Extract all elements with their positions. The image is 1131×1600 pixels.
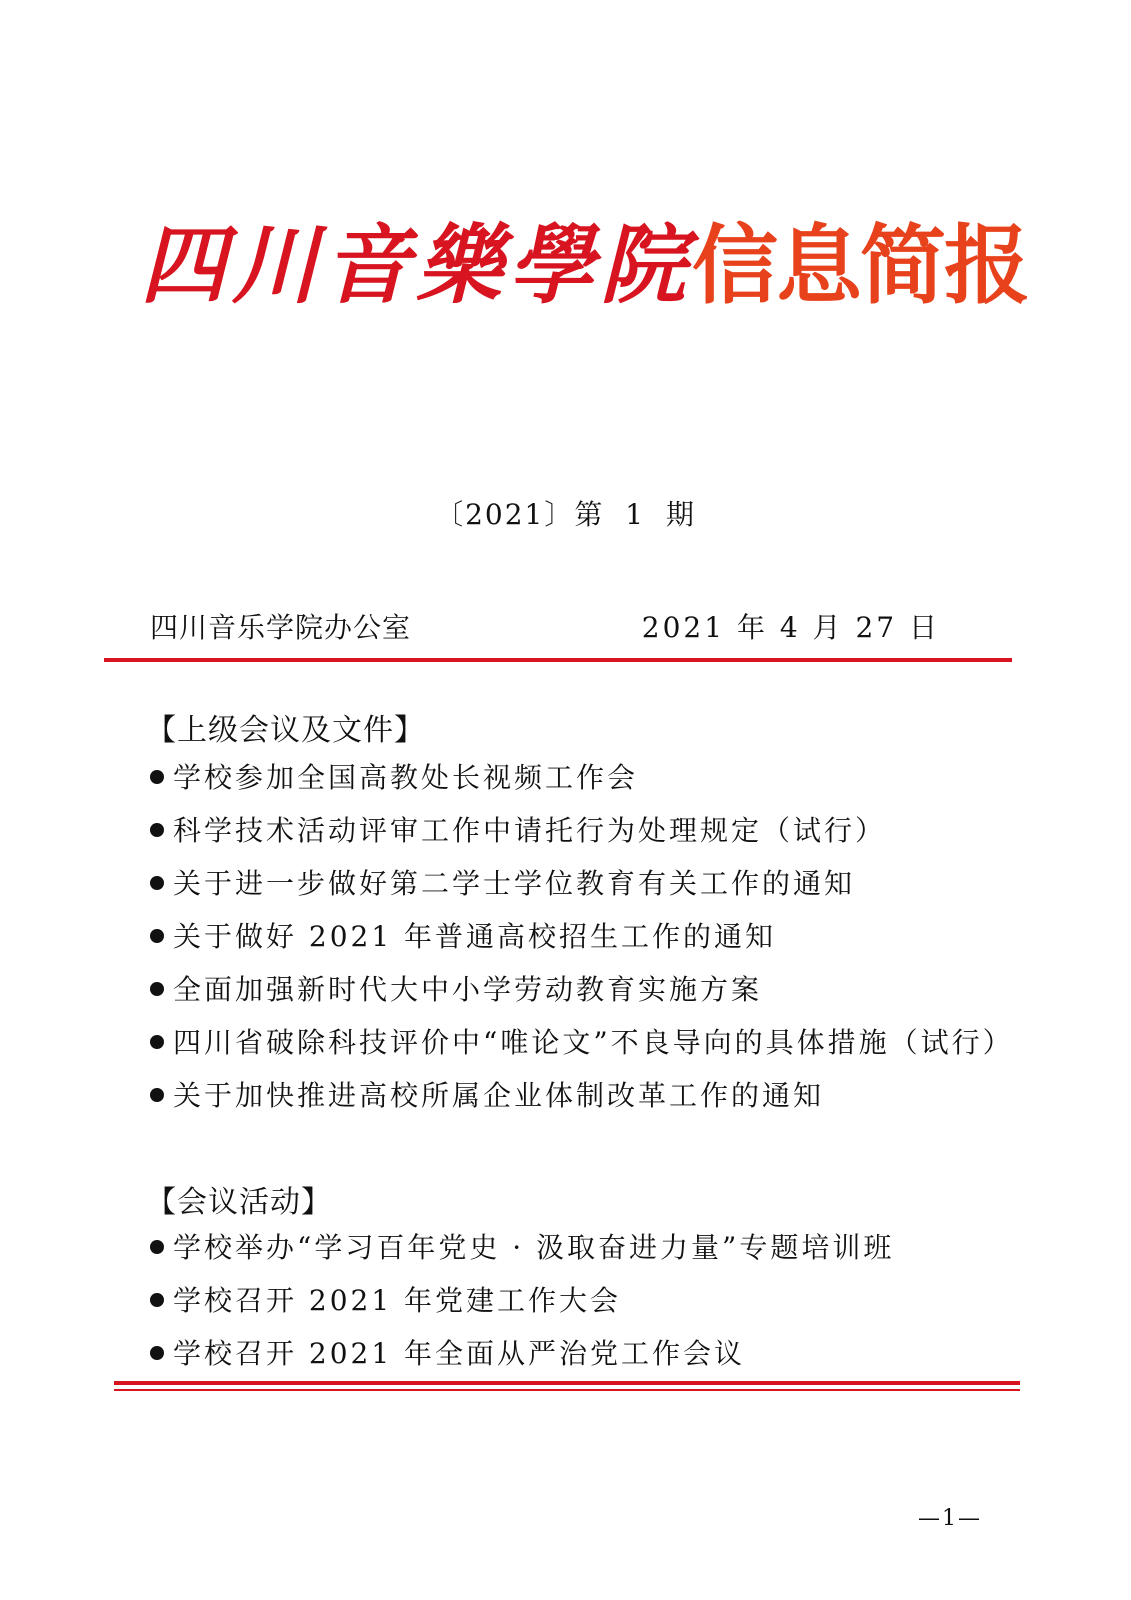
list-item bbox=[150, 857, 1014, 910]
list-item bbox=[150, 910, 1014, 963]
bottom-divider bbox=[114, 1381, 1020, 1391]
bullet-icon bbox=[150, 1035, 164, 1049]
list-item-text: 关于进一步做好第二学士学位教育有关工作的通知 bbox=[173, 867, 856, 900]
list-item bbox=[150, 1274, 894, 1327]
list-item-text: 四川省破除科技评价中“唯论文”不良导向的具体措施（试行） bbox=[173, 1026, 1014, 1059]
bullet-icon bbox=[150, 823, 164, 837]
bullet-icon bbox=[150, 1088, 164, 1102]
bullet-icon bbox=[150, 770, 164, 784]
section-heading-superior-meetings: 【上级会议及文件】 bbox=[146, 713, 425, 748]
list-item bbox=[150, 1327, 894, 1380]
list-item bbox=[150, 751, 1014, 804]
masthead-title: 信息简报 bbox=[692, 216, 1028, 316]
page-number: —1— bbox=[918, 1506, 982, 1531]
list-item-text: 学校召开 2021 年全面从严治党工作会议 bbox=[173, 1337, 746, 1370]
bullet-icon bbox=[150, 876, 164, 890]
list-item bbox=[150, 1221, 894, 1274]
publish-date: 2021 年 4 月 27 日 bbox=[641, 611, 940, 644]
list-item-text: 全面加强新时代大中小学劳动教育实施方案 bbox=[173, 973, 763, 1006]
publisher: 四川音乐学院办公室 bbox=[150, 611, 412, 644]
issue-number: 〔2021〕第 1 期 bbox=[435, 498, 696, 531]
list-item bbox=[150, 1069, 1014, 1122]
superior-meetings-list bbox=[150, 751, 1014, 1122]
list-item bbox=[150, 804, 1014, 857]
list-item-text: 学校召开 2021 年党建工作大会 bbox=[173, 1284, 622, 1317]
bullet-icon bbox=[150, 1346, 164, 1360]
bullet-icon bbox=[150, 929, 164, 943]
top-divider bbox=[104, 658, 1012, 662]
list-item-text: 学校举办“学习百年党史 · 汲取奋进力量”专题培训班 bbox=[173, 1231, 895, 1264]
list-item-text: 关于做好 2021 年普通高校招生工作的通知 bbox=[173, 920, 777, 953]
list-item-text: 关于加快推进高校所属企业体制改革工作的通知 bbox=[173, 1079, 825, 1112]
bullet-icon bbox=[150, 1293, 164, 1307]
list-item bbox=[150, 1016, 1014, 1069]
list-item bbox=[150, 963, 1014, 1016]
masthead-calligraphy: 四川音樂學院 bbox=[140, 215, 692, 316]
bullet-icon bbox=[150, 1240, 164, 1254]
meeting-activities-list bbox=[150, 1221, 894, 1380]
list-item-text: 科学技术活动评审工作中请托行为处理规定（试行） bbox=[173, 814, 887, 847]
list-item-text: 学校参加全国高教处长视频工作会 bbox=[173, 761, 639, 794]
section-heading-meeting-activities: 【会议活动】 bbox=[146, 1185, 332, 1220]
bullet-icon bbox=[150, 982, 164, 996]
masthead bbox=[140, 208, 1028, 323]
meta-row bbox=[150, 606, 940, 646]
